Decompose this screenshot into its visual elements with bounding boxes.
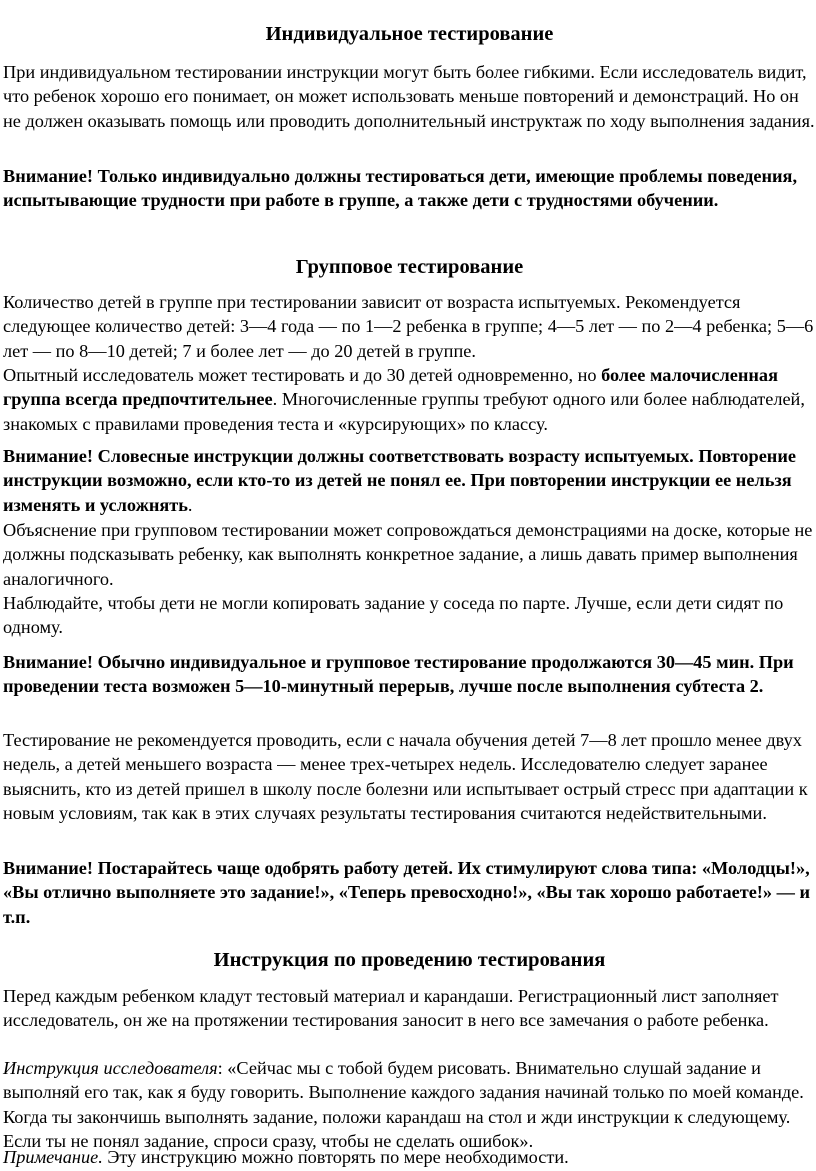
text-researcher-instruction: : «Сейчас мы с тобой будем рисовать. Внимательно слушай задание и выполняй его так, как я буду говорить. Выполнение каждого задания начинай только по моей команде. Когда ты закончишь выполнять задание, положи карандаш на стол и жди инструкции к следующему. Если ты не понял задание, спроси сразу, чтобы не сделать ошибок». xyxy=(3,1058,804,1151)
paragraph-timing: Тестирование не рекомендуется проводить, если с начала обучения детей 7—8 лет прошло менее двух недель, а детей меньшего возраста — менее трех-четырех недель. Исследователю следует заранее выяснить, кто из детей пришел в школу после болезни или испытывает острый стресс при адаптации к новым условиям, так как в этих случаях результаты тестирования считаются недействительными. xyxy=(3,730,808,823)
section-title-group: Групповое тестирование xyxy=(295,256,524,278)
emphasis-small-group: более малочисленная группа всегда предпочтительнее xyxy=(3,365,778,410)
paragraph-group-experienced xyxy=(3,363,816,436)
paragraph-researcher-instruction xyxy=(3,1056,816,1153)
text-note: Эту инструкцию можно повторять по мере необходимости. xyxy=(102,1147,569,1167)
warning-duration: Внимание! Обычно индивидуальное и групповое тестирование продолжаются 30—45 мин. При проведении теста возможен 5—10-минутный перерыв, лучше после выполнения субтеста 2. xyxy=(3,652,794,697)
paragraph-individual-intro: При индивидуальном тестировании инструкции могут быть более гибкими. Если исследователь видит, что ребенок хорошо его понимает, он может использовать меньше повторений и демонстраций. Но он не должен оказывать помощь или проводить дополнительный инструктаж по ходу выполнения задания. xyxy=(3,62,815,131)
paragraph-copying: Наблюдайте, чтобы дети не могли копировать задание у соседа по парте. Лучше, если дети сидят по одному. xyxy=(3,593,784,638)
paragraph-note xyxy=(3,1145,816,1169)
warning-instructions-text: Внимание! Словесные инструкции должны соответствовать возрасту испытуемых. Повторение инструкции возможно, если кто-то из детей не понял ее. При повторении инструкции ее нельзя изменять и усложнять xyxy=(3,446,796,515)
section-title-individual: Индивидуальное тестирование xyxy=(265,23,554,45)
warning-instructions-period: . xyxy=(187,494,193,515)
warning-praise: Внимание! Постарайтесь чаще одобрять работу детей. Их стимулируют слова типа: «Молодцы!», «Вы отлично выполняете это задание!», «Теперь превосходно!», «Вы так хорошо работаете!» — и т.п. xyxy=(3,858,810,927)
label-researcher-instruction: Инструкция исследователя xyxy=(3,1058,218,1078)
warning-instructions xyxy=(3,444,816,517)
paragraph-group-experienced-text: Опытный исследователь может тестировать и до 30 детей одновременно, но xyxy=(3,365,597,385)
paragraph-group-count: Количество детей в группе при тестировании зависит от возраста испытуемых. Рекомендуется следующее количество детей: 3—4 года — по 1—2 ребенка в группе; 4—5 лет — по 2—4 ребенка; 5—6 лет — по 8—10 детей; 7 и более лет — до 20 детей в группе. xyxy=(3,292,814,361)
warning-individual: Внимание! Только индивидуально должны тестироваться дети, имеющие проблемы поведения, испытывающие трудности при работе в группе, а также дети с трудностями обучении. xyxy=(3,166,798,211)
paragraph-group-observers: . Многочисленные группы требуют одного или более наблюдателей, знакомых с правилами проведения теста и «курсирующих» по классу. xyxy=(3,389,805,434)
paragraph-materials: Перед каждым ребенком кладут тестовый материал и карандаши. Регистрационный лист заполняет исследователь, он же на протяжении тестирования заносит в него все замечания о работе ребенка. xyxy=(3,986,779,1031)
label-note: Примечание. xyxy=(3,1147,103,1167)
section-title-instruction: Инструкция по проведению тестирования xyxy=(213,949,606,971)
paragraph-demonstrations: Объяснение при групповом тестировании может сопровождаться демонстрациями на доске, которые не должны подсказывать ребенку, как выполнять конкретное задание, а лишь давать пример выполнения аналогичного. xyxy=(3,520,813,589)
